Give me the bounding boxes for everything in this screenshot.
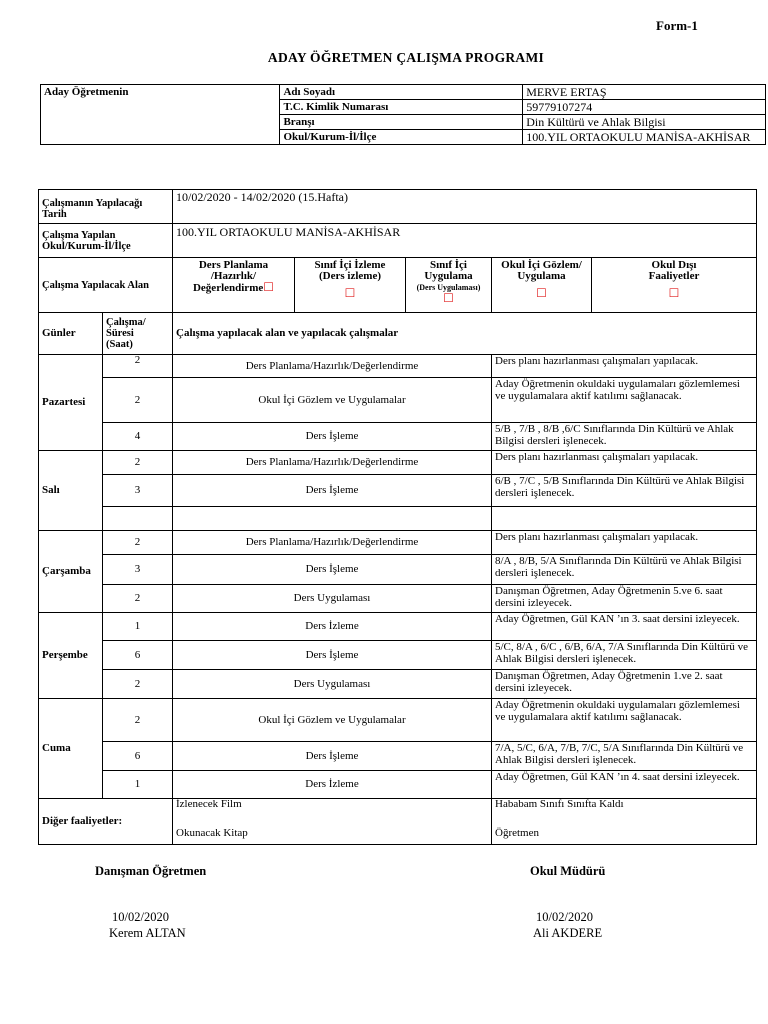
area-cell: Ders Planlama/Hazırlık/Değerlendirme <box>173 451 492 475</box>
checkbox-icon[interactable]: ☐ <box>668 286 680 300</box>
hours-cell: 2 <box>103 670 173 699</box>
area-observation-line2: (Ders izleme) <box>319 270 381 282</box>
day-tuesday: Salı <box>39 451 103 531</box>
area-school-observation <box>492 258 592 313</box>
checkbox-icon[interactable]: ☐ <box>536 286 547 300</box>
program-table <box>38 189 757 845</box>
other-activities-label: Diğer faaliyetler: <box>39 799 173 845</box>
desc-cell: Danışman Öğretmen, Aday Öğretmenin 5.ve 6. saat dersini izleyecek. <box>492 585 757 613</box>
tc-value: 59779107274 <box>523 100 766 115</box>
area-planning-line2: /Hazırlık/ <box>210 270 257 282</box>
school-label: Okul/Kurum-İl/İlçe <box>280 130 523 145</box>
hours-cell: 1 <box>103 771 173 799</box>
desc-cell: Aday Öğretmen, Gül KAN ’ın 4. saat dersini izleyecek. <box>492 771 757 799</box>
area-cell: Ders İşleme <box>173 423 492 451</box>
area-planning <box>173 258 295 313</box>
checkbox-icon[interactable]: ☐ <box>344 286 356 300</box>
desc-cell: 7/A, 5/C, 6/A, 7/B, 7/C, 5/A Sınıflarında Din Kültürü ve Ahlak Bilgisi dersleri işlenecek. <box>492 742 757 771</box>
area-outside <box>592 258 757 313</box>
col-days-header: Günler <box>39 313 103 355</box>
hours-cell: 3 <box>103 555 173 585</box>
checkbox-icon[interactable]: ☐ <box>263 280 274 294</box>
area-label: Çalışma Yapılacak Alan <box>39 258 173 313</box>
checkbox-icon[interactable]: ☐ <box>443 291 454 305</box>
area-cell: Ders Uygulaması <box>173 585 492 613</box>
desc-cell: 5/B , 7/B , 8/B ,6/C Sınıflarında Din Kültürü ve Ahlak Bilgisi dersleri işlenecek. <box>492 423 757 451</box>
area-observation-line1: Sınıf İçi İzleme <box>314 259 386 271</box>
area-cell: Ders Planlama/Hazırlık/Değerlendirme <box>173 531 492 555</box>
advisor-date: 10/02/2020 <box>112 910 169 924</box>
hours-cell: 2 <box>103 378 173 423</box>
advisor-title: Danışman Öğretmen <box>95 864 207 878</box>
film-value: Hababam Sınıfı Sınıfta Kaldı <box>495 798 624 810</box>
hours-cell: 2 <box>103 531 173 555</box>
desc-cell: 5/C, 8/A , 6/C , 6/B, 6/A, 7/A Sınıflarında Din Kültürü ve Ahlak Bilgisi dersleri işlenecek. <box>492 641 757 670</box>
area-outside-line2: Faaliyetler <box>648 270 700 282</box>
date-label: Çalışmanın Yapılacağı Tarih <box>39 190 173 224</box>
area-practice-line1: Sınıf İçi <box>430 259 467 271</box>
advisor-name: Kerem ALTAN <box>109 926 186 940</box>
form-number: Form-1 <box>656 18 698 33</box>
area-cell: Ders İzleme <box>173 771 492 799</box>
hours-cell: 1 <box>103 613 173 641</box>
branch-label: Branşı <box>280 115 523 130</box>
hours-cell: 2 <box>103 355 173 378</box>
col-duration-line1: Çalışma/ <box>106 317 146 328</box>
hours-cell: 2 <box>103 699 173 742</box>
hours-cell: 2 <box>103 451 173 475</box>
desc-cell <box>492 507 757 531</box>
place-value: 100.YIL ORTAOKULU MANİSA-AKHİSAR <box>173 224 757 258</box>
area-cell: Okul İçi Gözlem ve Uygulamalar <box>173 699 492 742</box>
hours-cell: 4 <box>103 423 173 451</box>
col-duration-line3: (Saat) <box>106 339 133 350</box>
area-cell: Ders İzleme <box>173 613 492 641</box>
area-cell: Ders İşleme <box>173 475 492 507</box>
principal-date: 10/02/2020 <box>536 910 593 924</box>
place-label: Çalışma Yapılan Okul/Kurum-İl/İlçe <box>39 224 173 258</box>
hours-cell: 6 <box>103 641 173 670</box>
area-cell <box>173 507 492 531</box>
desc-cell: Danışman Öğretmen, Aday Öğretmenin 1.ve 2. saat dersini izleyecek. <box>492 670 757 699</box>
film-label: İzlenecek Film <box>176 798 242 810</box>
day-wednesday: Çarşamba <box>39 531 103 613</box>
area-observation <box>295 258 406 313</box>
area-cell: Ders Planlama/Hazırlık/Değerlendirme <box>173 355 492 378</box>
film-book-values <box>492 799 757 845</box>
page-title: ADAY ÖĞRETMEN ÇALIŞMA PROGRAMI <box>267 50 545 65</box>
day-monday: Pazartesi <box>39 355 103 451</box>
hours-cell: 6 <box>103 742 173 771</box>
tc-label: T.C. Kimlik Numarası <box>280 100 523 115</box>
hours-cell: 2 <box>103 585 173 613</box>
day-friday: Cuma <box>39 699 103 799</box>
teacher-info-table <box>40 84 766 145</box>
col-work-header: Çalışma yapılacak alan ve yapılacak çalışmalar <box>173 313 757 355</box>
area-cell: Ders İşleme <box>173 641 492 670</box>
desc-cell: Aday Öğretmenin okuldaki uygulamaları gözlemlemesi ve uygulamalara aktif katılımı sağlanacak. <box>492 378 757 423</box>
area-school-observation-line2: Uygulama <box>517 270 566 282</box>
desc-cell: 8/A , 8/B, 5/A Sınıflarında Din Kültürü ve Ahlak Bilgisi dersleri işlenecek. <box>492 555 757 585</box>
area-cell: Ders İşleme <box>173 555 492 585</box>
desc-cell: 6/B , 7/C , 5/B Sınıflarında Din Kültürü ve Ahlak Bilgisi dersleri işlenecek. <box>492 475 757 507</box>
desc-cell: Ders planı hazırlanması çalışmaları yapılacak. <box>492 531 757 555</box>
branch-value: Din Kültürü ve Ahlak Bilgisi <box>523 115 766 130</box>
col-duration-line2: Süresi <box>106 328 134 339</box>
principal-name: Ali AKDERE <box>533 926 603 940</box>
area-cell: Ders Uygulaması <box>173 670 492 699</box>
hours-cell: 3 <box>103 475 173 507</box>
name-value: MERVE ERTAŞ <box>523 85 766 100</box>
desc-cell: Aday Öğretmenin okuldaki uygulamaları gözlemlemesi ve uygulamalara aktif katılımı sağlanacak. <box>492 699 757 742</box>
area-planning-line3: Değerlendirme <box>192 282 264 294</box>
desc-cell: Aday Öğretmen, Gül KAN ’ın 3. saat dersini izleyecek. <box>492 613 757 641</box>
date-value: 10/02/2020 - 14/02/2020 (15.Hafta) <box>173 190 757 224</box>
area-practice-line2: Uygulama <box>424 270 473 282</box>
area-practice-line3: (Ders Uygulaması) <box>416 283 481 292</box>
day-thursday: Perşembe <box>39 613 103 699</box>
hours-cell <box>103 507 173 531</box>
film-book-labels <box>173 799 492 845</box>
principal-title: Okul Müdürü <box>530 864 606 878</box>
desc-cell: Ders planı hazırlanması çalışmaları yapılacak. <box>492 451 757 475</box>
area-outside-line1: Okul Dışı <box>651 259 697 271</box>
book-value: Öğretmen <box>495 827 539 839</box>
area-planning-line1: Ders Planlama <box>198 259 269 271</box>
area-school-observation-line1: Okul İçi Gözlem/ <box>501 259 582 271</box>
area-practice <box>406 258 492 313</box>
area-cell: Ders İşleme <box>173 742 492 771</box>
area-cell: Okul İçi Gözlem ve Uygulamalar <box>173 378 492 423</box>
book-label: Okunacak Kitap <box>176 827 248 839</box>
teacher-section-label: Aday Öğretmenin <box>41 85 280 145</box>
name-label: Adı Soyadı <box>280 85 523 100</box>
desc-cell: Ders planı hazırlanması çalışmaları yapılacak. <box>492 355 757 378</box>
school-value: 100.YIL ORTAOKULU MANİSA-AKHİSAR <box>523 130 766 145</box>
col-duration-header <box>103 313 173 355</box>
